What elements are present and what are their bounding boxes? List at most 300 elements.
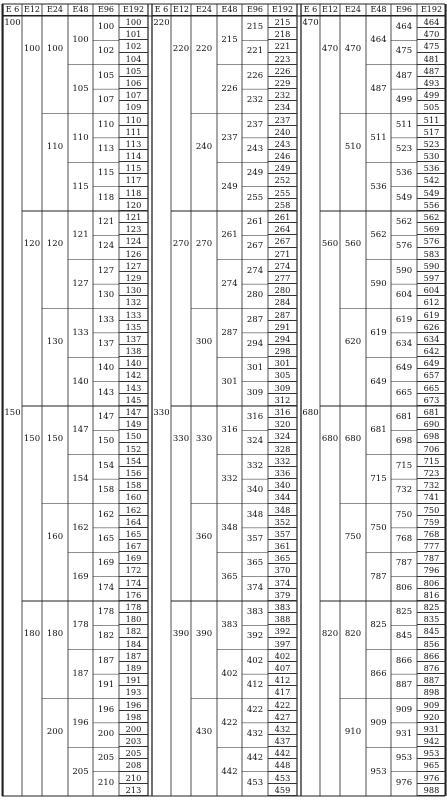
value-cell-e192: 287 bbox=[268, 309, 297, 321]
value-cell-e192: 180 bbox=[119, 613, 148, 625]
value-cell-e192: 154 bbox=[119, 455, 148, 467]
value-cell-e192: 806 bbox=[417, 577, 446, 589]
value-cell-e192: 536 bbox=[417, 162, 446, 174]
value-cell-e192: 750 bbox=[417, 504, 446, 516]
value-cell-e192: 348 bbox=[268, 504, 297, 516]
value-cell-e96: 274 bbox=[246, 265, 264, 276]
value-cell-e192: 856 bbox=[417, 638, 446, 650]
value-cell-e192: 203 bbox=[119, 735, 148, 747]
value-cell-e24: 620 bbox=[344, 336, 362, 347]
value-cell-e192: 374 bbox=[268, 577, 297, 589]
value-cell-e12: 560 bbox=[321, 239, 339, 249]
value-cell-e192: 464 bbox=[417, 16, 446, 28]
value-cell-e192: 361 bbox=[268, 540, 297, 552]
value-cell-e192: 162 bbox=[119, 504, 148, 516]
value-cell-e192: 777 bbox=[417, 540, 446, 552]
value-cell-e96: 464 bbox=[395, 22, 413, 33]
value-cell-e48: 649 bbox=[370, 376, 387, 387]
value-cell-e96: 221 bbox=[246, 46, 264, 57]
value-cell-e192: 158 bbox=[119, 479, 148, 491]
value-cell-e192: 196 bbox=[119, 699, 148, 711]
value-cell-e192: 542 bbox=[417, 174, 446, 186]
value-cell-e192: 388 bbox=[268, 613, 297, 625]
value-cell-e192: 143 bbox=[119, 382, 148, 394]
value-cell-e12: 220 bbox=[172, 44, 190, 54]
value-cell-e192: 332 bbox=[268, 455, 297, 467]
value-cell-e24: 430 bbox=[195, 726, 213, 737]
value-cell-e48: 226 bbox=[221, 84, 238, 95]
value-cell-e192: 523 bbox=[417, 138, 446, 150]
value-cell-e48: 332 bbox=[221, 474, 238, 485]
value-cell-e96: 200 bbox=[97, 728, 115, 739]
value-cell-e48: 348 bbox=[221, 522, 238, 533]
value-cell-e96: 825 bbox=[395, 607, 413, 618]
value-cell-e192: 673 bbox=[417, 394, 446, 406]
value-cell-e48: 562 bbox=[370, 230, 387, 241]
value-cell-e192: 475 bbox=[417, 40, 446, 52]
value-cell-e24: 200 bbox=[46, 726, 64, 737]
value-cell-e192: 942 bbox=[417, 735, 446, 747]
value-cell-e192: 246 bbox=[268, 150, 297, 162]
value-cell-e48: 511 bbox=[370, 132, 387, 143]
value-cell-e48: 464 bbox=[370, 35, 387, 46]
value-cell-e192: 237 bbox=[268, 114, 297, 126]
header-e192: E192 bbox=[268, 4, 297, 16]
value-cell-e192: 223 bbox=[268, 53, 297, 65]
value-cell-e96: 348 bbox=[246, 509, 264, 520]
value-cell-e192: 113 bbox=[119, 138, 148, 150]
value-cell-e96: 511 bbox=[395, 119, 413, 130]
value-cell-e12: 820 bbox=[321, 629, 339, 639]
value-cell-e48: 147 bbox=[72, 425, 89, 436]
value-cell-e96: 162 bbox=[97, 509, 115, 520]
value-cell-e48: 909 bbox=[370, 717, 387, 728]
value-cell-e192: 597 bbox=[417, 272, 446, 284]
value-cell-e192: 569 bbox=[417, 223, 446, 235]
value-cell-e192: 249 bbox=[268, 162, 297, 174]
value-cell-e48: 261 bbox=[221, 230, 238, 241]
value-cell-e192: 169 bbox=[119, 552, 148, 564]
value-cell-e96: 562 bbox=[395, 217, 413, 228]
value-cell-e192: 309 bbox=[268, 382, 297, 394]
value-cell-e96: 261 bbox=[246, 217, 264, 228]
value-cell-e24: 300 bbox=[195, 336, 213, 347]
value-cell-e96: 619 bbox=[395, 314, 413, 325]
header-e6: E 6 bbox=[3, 4, 22, 16]
value-cell-e192: 271 bbox=[268, 248, 297, 260]
value-cell-e48: 681 bbox=[370, 425, 387, 436]
value-cell-e192: 649 bbox=[417, 357, 446, 369]
value-cell-e48: 187 bbox=[72, 669, 89, 680]
value-cell-e192: 121 bbox=[119, 211, 148, 223]
value-cell-e96: 909 bbox=[395, 704, 413, 715]
value-cell-e24: 270 bbox=[195, 239, 213, 249]
value-cell-e24: 910 bbox=[344, 726, 362, 737]
value-cell-e192: 499 bbox=[417, 89, 446, 101]
value-cell-e12: 100 bbox=[23, 44, 41, 54]
value-cell-e96: 536 bbox=[395, 168, 413, 179]
value-cell-e192: 768 bbox=[417, 528, 446, 540]
value-cell-e192: 344 bbox=[268, 491, 297, 503]
value-cell-e192: 264 bbox=[268, 223, 297, 235]
value-cell-e192: 164 bbox=[119, 516, 148, 528]
value-cell-e12: 470 bbox=[321, 44, 339, 54]
value-cell-e96: 130 bbox=[97, 290, 115, 301]
value-cell-e96: 453 bbox=[246, 777, 264, 788]
value-cell-e48: 825 bbox=[370, 620, 387, 631]
value-cell-e96: 118 bbox=[97, 192, 115, 203]
value-cell-e192: 274 bbox=[268, 260, 297, 272]
value-cell-e192: 101 bbox=[119, 28, 148, 40]
value-cell-e192: 191 bbox=[119, 674, 148, 686]
value-cell-e96: 681 bbox=[395, 412, 413, 423]
value-cell-e24: 560 bbox=[344, 239, 362, 249]
value-cell-e192: 931 bbox=[417, 723, 446, 735]
value-cell-e192: 132 bbox=[119, 296, 148, 308]
value-cell-e48: 787 bbox=[370, 571, 387, 582]
value-cell-e192: 976 bbox=[417, 772, 446, 784]
value-cell-e192: 221 bbox=[268, 40, 297, 52]
value-cell-e192: 135 bbox=[119, 321, 148, 333]
value-cell-e192: 226 bbox=[268, 65, 297, 77]
value-cell-e24: 240 bbox=[195, 141, 213, 152]
header-e96: E96 bbox=[93, 4, 119, 16]
value-cell-e96: 649 bbox=[395, 363, 413, 374]
value-cell-e192: 412 bbox=[268, 674, 297, 686]
value-cell-e192: 156 bbox=[119, 467, 148, 479]
header-e6: E 6 bbox=[152, 4, 171, 16]
value-cell-e192: 104 bbox=[119, 53, 148, 65]
value-cell-e192: 284 bbox=[268, 296, 297, 308]
value-cell-e24: 390 bbox=[195, 629, 213, 639]
value-cell-e96: 750 bbox=[395, 509, 413, 520]
value-cell-e96: 243 bbox=[246, 143, 264, 154]
value-cell-e48: 215 bbox=[221, 35, 238, 46]
value-cell-e96: 412 bbox=[246, 680, 264, 691]
value-cell-e96: 845 bbox=[395, 631, 413, 642]
value-cell-e48: 715 bbox=[370, 474, 387, 485]
value-cell-e192: 115 bbox=[119, 162, 148, 174]
value-cell-e192: 213 bbox=[119, 784, 148, 796]
value-cell-e96: 182 bbox=[97, 631, 115, 642]
value-cell-e192: 117 bbox=[119, 174, 148, 186]
value-cell-e192: 200 bbox=[119, 723, 148, 735]
value-cell-e96: 280 bbox=[246, 290, 264, 301]
value-cell-e96: 887 bbox=[395, 680, 413, 691]
value-cell-e192: 392 bbox=[268, 625, 297, 637]
value-cell-e192: 422 bbox=[268, 699, 297, 711]
value-cell-e192: 876 bbox=[417, 662, 446, 674]
header-e48: E48 bbox=[366, 4, 391, 16]
value-cell-e96: 137 bbox=[97, 338, 115, 349]
value-cell-e192: 198 bbox=[119, 711, 148, 723]
value-cell-e192: 137 bbox=[119, 333, 148, 345]
header-e96: E96 bbox=[391, 4, 417, 16]
value-cell-e48: 115 bbox=[72, 181, 89, 192]
value-cell-e48: 442 bbox=[221, 766, 238, 777]
value-cell-e48: 100 bbox=[72, 35, 89, 46]
value-cell-e192: 118 bbox=[119, 187, 148, 199]
value-cell-e192: 352 bbox=[268, 516, 297, 528]
value-cell-e192: 481 bbox=[417, 53, 446, 65]
value-cell-e192: 133 bbox=[119, 309, 148, 321]
value-cell-e96: 732 bbox=[395, 485, 413, 496]
value-cell-e96: 422 bbox=[246, 704, 264, 715]
value-cell-e96: 332 bbox=[246, 460, 264, 471]
value-cell-e192: 129 bbox=[119, 272, 148, 284]
value-cell-e192: 562 bbox=[417, 211, 446, 223]
value-cell-e24: 110 bbox=[46, 141, 64, 152]
value-cell-e96: 169 bbox=[97, 558, 115, 569]
value-cell-e96: 127 bbox=[97, 265, 115, 276]
value-cell-e96: 576 bbox=[395, 241, 413, 252]
value-cell-e96: 255 bbox=[246, 192, 264, 203]
value-cell-e96: 383 bbox=[246, 607, 264, 618]
value-cell-e6: 470 bbox=[302, 18, 319, 28]
value-cell-e24: 100 bbox=[46, 44, 64, 54]
value-cell-e192: 470 bbox=[417, 28, 446, 40]
value-cell-e48: 121 bbox=[72, 230, 89, 241]
value-cell-e192: 140 bbox=[119, 357, 148, 369]
value-cell-e96: 324 bbox=[246, 436, 264, 447]
value-cell-e192: 816 bbox=[417, 589, 446, 601]
value-cell-e48: 619 bbox=[370, 327, 387, 338]
value-cell-e12: 120 bbox=[23, 239, 41, 249]
value-cell-e48: 590 bbox=[370, 279, 387, 290]
value-cell-e192: 258 bbox=[268, 199, 297, 211]
value-cell-e12: 180 bbox=[23, 629, 41, 639]
value-cell-e192: 240 bbox=[268, 126, 297, 138]
value-cell-e96: 698 bbox=[395, 436, 413, 447]
value-cell-e192: 123 bbox=[119, 223, 148, 235]
value-cell-e192: 690 bbox=[417, 418, 446, 430]
value-cell-e48: 866 bbox=[370, 669, 387, 680]
value-cell-e192: 189 bbox=[119, 662, 148, 674]
header-e48: E48 bbox=[68, 4, 93, 16]
value-cell-e192: 328 bbox=[268, 443, 297, 455]
value-cell-e96: 294 bbox=[246, 338, 264, 349]
value-cell-e192: 909 bbox=[417, 699, 446, 711]
value-cell-e96: 249 bbox=[246, 168, 264, 179]
value-cell-e96: 287 bbox=[246, 314, 264, 325]
value-cell-e192: 152 bbox=[119, 443, 148, 455]
value-cell-e96: 365 bbox=[246, 558, 264, 569]
value-cell-e96: 178 bbox=[97, 607, 115, 618]
value-cell-e48: 383 bbox=[221, 620, 238, 631]
value-cell-e192: 796 bbox=[417, 564, 446, 576]
value-cell-e192: 178 bbox=[119, 601, 148, 613]
header-e192: E192 bbox=[417, 4, 446, 16]
value-cell-e192: 205 bbox=[119, 747, 148, 759]
value-cell-e192: 402 bbox=[268, 650, 297, 662]
value-cell-e48: 953 bbox=[370, 766, 387, 777]
value-cell-e192: 114 bbox=[119, 150, 148, 162]
value-cell-e96: 147 bbox=[97, 412, 115, 423]
value-cell-e192: 324 bbox=[268, 430, 297, 442]
value-cell-e192: 174 bbox=[119, 577, 148, 589]
value-cell-e192: 124 bbox=[119, 235, 148, 247]
value-cell-e192: 448 bbox=[268, 759, 297, 771]
value-cell-e192: 280 bbox=[268, 284, 297, 296]
value-cell-e192: 172 bbox=[119, 564, 148, 576]
value-cell-e24: 750 bbox=[344, 531, 362, 542]
value-cell-e96: 187 bbox=[97, 655, 115, 666]
value-cell-e192: 167 bbox=[119, 540, 148, 552]
value-cell-e12: 270 bbox=[172, 239, 190, 249]
value-cell-e192: 505 bbox=[417, 101, 446, 113]
value-cell-e192: 147 bbox=[119, 406, 148, 418]
value-cell-e96: 165 bbox=[97, 533, 115, 544]
header-e24: E24 bbox=[191, 4, 217, 16]
value-cell-e96: 140 bbox=[97, 363, 115, 374]
value-cell-e12: 330 bbox=[172, 434, 190, 444]
value-cell-e192: 243 bbox=[268, 138, 297, 150]
value-cell-e192: 583 bbox=[417, 248, 446, 260]
value-cell-e96: 634 bbox=[395, 338, 413, 349]
value-cell-e96: 226 bbox=[246, 70, 264, 81]
value-cell-e96: 806 bbox=[395, 582, 413, 593]
value-cell-e48: 287 bbox=[221, 327, 238, 338]
value-cell-e192: 182 bbox=[119, 625, 148, 637]
value-cell-e192: 193 bbox=[119, 686, 148, 698]
value-cell-e96: 237 bbox=[246, 119, 264, 130]
value-cell-e24: 680 bbox=[344, 434, 362, 444]
value-cell-e192: 517 bbox=[417, 126, 446, 138]
value-cell-e192: 845 bbox=[417, 625, 446, 637]
value-cell-e48: 178 bbox=[72, 620, 89, 631]
value-cell-e96: 487 bbox=[395, 70, 413, 81]
value-cell-e192: 432 bbox=[268, 723, 297, 735]
value-cell-e192: 370 bbox=[268, 564, 297, 576]
value-cell-e96: 665 bbox=[395, 387, 413, 398]
value-cell-e192: 107 bbox=[119, 89, 148, 101]
value-cell-e192: 120 bbox=[119, 199, 148, 211]
value-cell-e24: 470 bbox=[344, 44, 362, 54]
value-cell-e96: 604 bbox=[395, 290, 413, 301]
value-cell-e96: 316 bbox=[246, 412, 264, 423]
value-cell-e48: 205 bbox=[72, 766, 89, 777]
value-cell-e192: 110 bbox=[119, 114, 148, 126]
value-cell-e96: 953 bbox=[395, 753, 413, 764]
value-cell-e192: 898 bbox=[417, 686, 446, 698]
value-cell-e192: 612 bbox=[417, 296, 446, 308]
value-cell-e96: 475 bbox=[395, 46, 413, 57]
value-cell-e192: 291 bbox=[268, 321, 297, 333]
value-cell-e192: 340 bbox=[268, 479, 297, 491]
value-cell-e6: 220 bbox=[153, 18, 170, 28]
value-cell-e192: 215 bbox=[268, 16, 297, 28]
value-cell-e96: 143 bbox=[97, 387, 115, 398]
value-cell-e192: 145 bbox=[119, 394, 148, 406]
value-cell-e192: 787 bbox=[417, 552, 446, 564]
header-e192: E192 bbox=[119, 4, 148, 16]
value-cell-e96: 442 bbox=[246, 753, 264, 764]
value-cell-e192: 127 bbox=[119, 260, 148, 272]
value-cell-e192: 590 bbox=[417, 260, 446, 272]
value-cell-e192: 126 bbox=[119, 248, 148, 260]
value-cell-e48: 301 bbox=[221, 376, 238, 387]
value-cell-e192: 160 bbox=[119, 491, 148, 503]
value-cell-e192: 953 bbox=[417, 747, 446, 759]
value-cell-e24: 120 bbox=[46, 239, 64, 249]
value-cell-e12: 680 bbox=[321, 434, 339, 444]
value-cell-e192: 102 bbox=[119, 40, 148, 52]
value-cell-e192: 184 bbox=[119, 638, 148, 650]
value-cell-e12: 150 bbox=[23, 434, 41, 444]
value-cell-e192: 105 bbox=[119, 65, 148, 77]
value-cell-e96: 105 bbox=[97, 70, 115, 81]
value-cell-e6: 330 bbox=[153, 408, 170, 418]
value-cell-e12: 390 bbox=[172, 629, 190, 639]
value-cell-e24: 330 bbox=[195, 434, 213, 444]
value-cell-e192: 453 bbox=[268, 772, 297, 784]
value-cell-e192: 604 bbox=[417, 284, 446, 296]
value-cell-e96: 340 bbox=[246, 485, 264, 496]
value-cell-e192: 741 bbox=[417, 491, 446, 503]
value-cell-e192: 301 bbox=[268, 357, 297, 369]
value-cell-e48: 316 bbox=[221, 425, 238, 436]
value-cell-e192: 715 bbox=[417, 455, 446, 467]
value-cell-e48: 274 bbox=[221, 279, 238, 290]
value-cell-e48: 249 bbox=[221, 181, 238, 192]
value-cell-e192: 887 bbox=[417, 674, 446, 686]
value-cell-e192: 835 bbox=[417, 613, 446, 625]
header-e12: E12 bbox=[23, 5, 41, 14]
value-cell-e48: 536 bbox=[370, 181, 387, 192]
value-cell-e192: 397 bbox=[268, 638, 297, 650]
value-cell-e96: 976 bbox=[395, 777, 413, 788]
value-cell-e192: 437 bbox=[268, 735, 297, 747]
value-cell-e96: 267 bbox=[246, 241, 264, 252]
value-cell-e192: 176 bbox=[119, 589, 148, 601]
value-cell-e96: 392 bbox=[246, 631, 264, 642]
value-cell-e96: 549 bbox=[395, 192, 413, 203]
value-cell-e96: 110 bbox=[97, 119, 115, 130]
value-cell-e192: 642 bbox=[417, 345, 446, 357]
value-cell-e96: 115 bbox=[97, 168, 115, 179]
value-cell-e192: 576 bbox=[417, 235, 446, 247]
value-cell-e48: 154 bbox=[72, 474, 89, 485]
header-e24: E24 bbox=[42, 4, 68, 16]
value-cell-e48: 162 bbox=[72, 522, 89, 533]
value-cell-e192: 138 bbox=[119, 345, 148, 357]
value-cell-e24: 180 bbox=[46, 629, 64, 639]
value-cell-e192: 681 bbox=[417, 406, 446, 418]
value-cell-e96: 866 bbox=[395, 655, 413, 666]
value-cell-e192: 427 bbox=[268, 711, 297, 723]
value-cell-e192: 511 bbox=[417, 114, 446, 126]
value-cell-e96: 107 bbox=[97, 95, 115, 106]
value-cell-e192: 218 bbox=[268, 28, 297, 40]
value-cell-e96: 205 bbox=[97, 753, 115, 764]
value-cell-e96: 174 bbox=[97, 582, 115, 593]
value-cell-e192: 459 bbox=[268, 784, 297, 796]
value-cell-e192: 234 bbox=[268, 101, 297, 113]
value-cell-e96: 102 bbox=[97, 46, 115, 57]
value-cell-e192: 706 bbox=[417, 443, 446, 455]
value-cell-e192: 298 bbox=[268, 345, 297, 357]
value-cell-e192: 357 bbox=[268, 528, 297, 540]
value-cell-e96: 590 bbox=[395, 265, 413, 276]
value-cell-e48: 110 bbox=[72, 132, 89, 143]
value-cell-e192: 383 bbox=[268, 601, 297, 613]
value-cell-e192: 759 bbox=[417, 516, 446, 528]
value-cell-e48: 133 bbox=[72, 327, 89, 338]
value-cell-e192: 732 bbox=[417, 479, 446, 491]
value-cell-e192: 493 bbox=[417, 77, 446, 89]
value-cell-e192: 634 bbox=[417, 333, 446, 345]
value-cell-e192: 150 bbox=[119, 430, 148, 442]
